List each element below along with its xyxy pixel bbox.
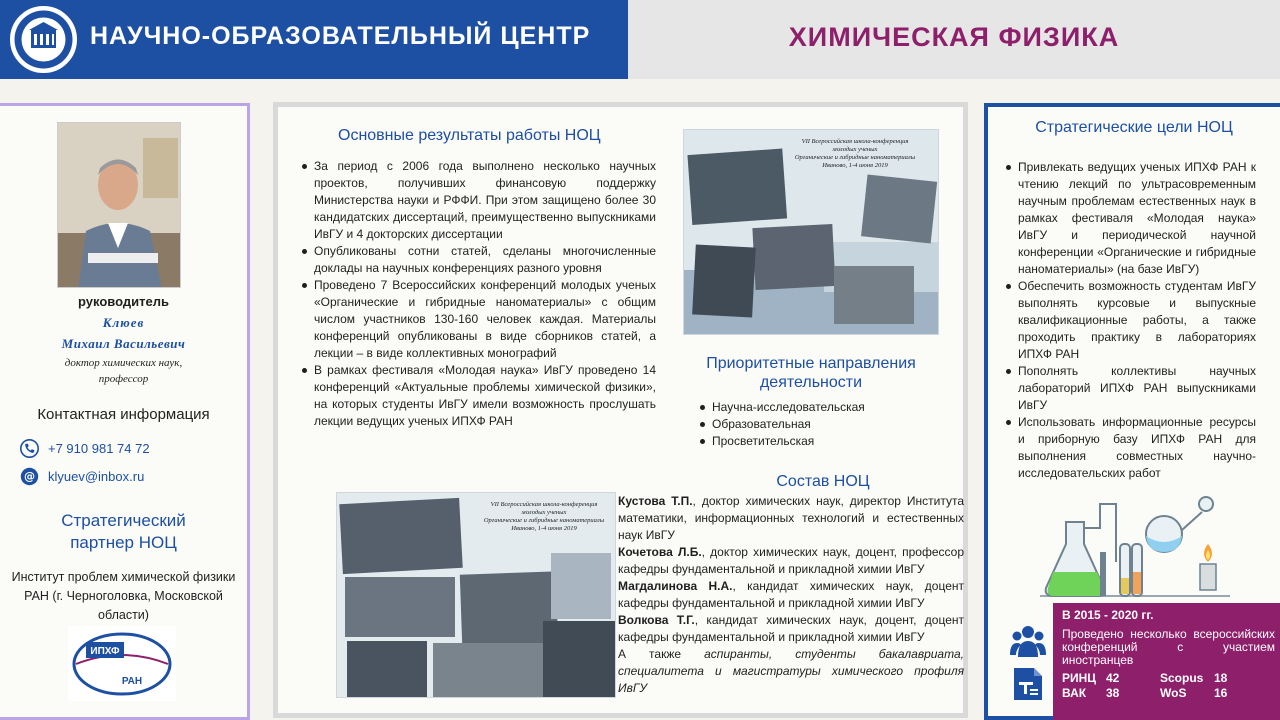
header-left	[0, 0, 628, 79]
list-item: Проведено 7 Всероссийских конференций молодых ученых «Органические и гибридные наноматериалы» с общим числом участников 130-160 человек каждая. Материалы конференций опубликованы в виде сборников статей, а лекции – в виде коллективных монографий	[300, 277, 656, 362]
leader-photo	[57, 122, 181, 288]
leader-surname: Клюев	[102, 315, 145, 330]
staff-name: Кочетова Л.Б.	[618, 545, 702, 559]
right-panel	[984, 103, 1280, 720]
staff-desc: , доктор химических наук, доцент, профессор кафедры фундаментальной и прикладной химии ИвГУ	[618, 545, 964, 576]
phone-icon	[20, 439, 39, 458]
vak-label: ВАК	[1062, 686, 1087, 700]
collage-bottom-caption	[477, 501, 611, 533]
staff-desc: , доктор химических наук, директор Института математики, информационных технологий и естественных наук ИвГУ	[618, 494, 964, 542]
priorities-list	[698, 399, 918, 450]
stats-metrics	[1062, 671, 1275, 700]
leader-degree	[0, 355, 247, 387]
goals-title: Стратегические цели НОЦ	[1035, 119, 1233, 136]
scopus-label: Scopus	[1160, 671, 1204, 685]
at-icon	[20, 467, 39, 486]
contact-heading: Контактная информация	[37, 406, 210, 423]
collage-top-caption-4: Иваново, 1-4 июня 2019	[822, 162, 888, 169]
stats-box	[1053, 603, 1280, 720]
partner-heading-line2: партнер НОЦ	[70, 533, 177, 552]
list-item: За период с 2006 года выполнено несколько научных проектов, получивших финансовую поддержку Министерства науки и РФФИ. При этом защищено более 30 кандидатских диссертаций, преимущественно выпускниками ИвГУ и 4 докторских диссертации	[300, 158, 656, 243]
wos-label: WoS	[1160, 686, 1187, 700]
goals-list	[1004, 159, 1256, 482]
contact-email-row[interactable]	[20, 465, 144, 487]
contact-email[interactable]: klyuev@inbox.ru	[48, 468, 145, 484]
priorities-title-line2: деятельности	[759, 374, 863, 391]
list-item: Опубликованы сотни статей, сделаны многочисленные доклады на научных конференциях разного уровня	[300, 243, 656, 277]
contact-phone-row[interactable]	[20, 437, 150, 459]
collage-top-caption	[780, 138, 930, 170]
staff-also-italic: аспиранты, студенты бакалавриата, специалитета и магистратуры химического профиля ИвГУ	[618, 647, 964, 695]
rinc-value: 42	[1106, 671, 1120, 685]
staff-desc: , кандидат химических наук, доцент кафедры фундаментальной и прикладной химии ИвГУ	[618, 579, 965, 610]
staff-also	[618, 646, 964, 697]
list-item: Научна-исследовательская	[698, 399, 918, 416]
staff-member	[618, 493, 964, 544]
collage-top-caption-3: Органические и гибридные наноматериалы	[794, 154, 916, 161]
leader-degree-line2: профессор	[98, 373, 149, 385]
scopus-value: 18	[1214, 671, 1228, 685]
university-logo	[10, 6, 77, 73]
header-left-title: НАУЧНО-ОБРАЗОВАТЕЛЬНЫЙ ЦЕНТР	[90, 22, 591, 50]
list-item: Привлекать ведущих ученых ИПХФ РАН к чтению лекций по ультрасовременным научным проблемам естественных наук в рамках фестиваля «Молодая наука» ИвГУ и периодической научной конференции «Органические и гибридные наноматериалы» (на базе ИвГУ)	[1004, 159, 1256, 278]
partner-heading	[0, 510, 247, 554]
lab-glassware-illustration	[1040, 492, 1230, 602]
staff-name: Магдалинова Н.А.	[618, 579, 733, 593]
staff-text	[618, 493, 964, 697]
collage-bottom-caption-2: молодых ученых	[521, 509, 567, 516]
staff-desc: , кандидат химических наук, доцент, доцент кафедры фундаментальной и прикладной химии ИвГУ	[618, 613, 964, 644]
wos-value: 16	[1214, 686, 1228, 700]
contact-phone[interactable]: +7 910 981 74 72	[48, 440, 150, 456]
conference-photo-bottom	[336, 492, 616, 698]
document-icon	[1010, 666, 1046, 702]
partner-logo-top: ИПХФ	[90, 646, 120, 657]
collage-top-caption-2: молодых ученых	[832, 146, 878, 153]
leader-role: руководитель	[78, 294, 169, 309]
leader-first-names: Михаил Васильевич	[61, 336, 186, 351]
left-panel	[0, 103, 250, 720]
people-icon	[1010, 623, 1046, 659]
list-item: Обеспечить возможность студентам ИвГУ выполнять курсовые и выпускные квалификационные работы, а также проходить практику в лабораториях ИПХФ РАН	[1004, 278, 1256, 363]
rinc-label: РИНЦ	[1062, 671, 1097, 685]
priorities-title	[683, 354, 939, 392]
staff-member	[618, 578, 964, 612]
list-item: Использовать информационные ресурсы и приборную базу ИПХФ РАН для выполнения совместных научно-исследовательских работ	[1004, 414, 1256, 482]
header-right-title: ХИМИЧЕСКАЯ ФИЗИКА	[788, 22, 1120, 52]
staff-member	[618, 544, 964, 578]
collage-bottom-caption-4: Иваново, 1-4 июня 2019	[511, 525, 577, 532]
list-item: Образовательная	[698, 416, 918, 433]
priorities-title-line1: Приоритетные направления	[706, 355, 916, 372]
conference-photo-top	[683, 129, 939, 335]
partner-text: Институт проблем химической физики РАН (г. Черноголовка, Московской области)	[11, 570, 236, 622]
partner-heading-line1: Стратегический	[61, 511, 186, 530]
results-title: Основные результаты работы НОЦ	[338, 127, 601, 144]
staff-name: Волкова Т.Г.	[618, 613, 695, 627]
svg-text:@: @	[23, 469, 36, 483]
partner-logo	[68, 626, 176, 701]
collage-top-caption-1: VII Всероссийская школа-конференция	[801, 138, 909, 145]
list-item: В рамках фестиваля «Молодая наука» ИвГУ проведено 14 конференций «Актуальные проблемы химической физики», на которых студенты ИвГУ имели возможность прослушать лекции ведущих ученых ИПХФ РАН	[300, 362, 656, 430]
partner-logo-bottom: РАН	[121, 676, 143, 687]
leader-degree-line1: доктор химических наук,	[64, 357, 183, 369]
staff-member	[618, 612, 964, 646]
vak-value: 38	[1106, 686, 1120, 700]
staff-name: Кустова Т.П.	[618, 494, 693, 508]
collage-bottom-caption-1: VII Всероссийская школа-конференция	[490, 501, 598, 508]
list-item: Просветительская	[698, 433, 918, 450]
middle-panel	[273, 102, 968, 718]
stats-description: Проведено несколько всероссийских конференций с участием иностранцев	[1062, 627, 1275, 667]
staff-title: Состав НОЦ	[776, 473, 870, 490]
results-list	[300, 158, 656, 430]
stats-period: В 2015 - 2020 гг.	[1062, 608, 1154, 622]
header-right	[628, 0, 1280, 79]
collage-bottom-caption-3: Органические и гибридные наноматериалы	[483, 517, 605, 524]
list-item: Пополнять коллективы научных лабораторий ИПХФ РАН выпускниками ИвГУ	[1004, 363, 1256, 414]
staff-also-prefix: А также	[618, 647, 705, 661]
